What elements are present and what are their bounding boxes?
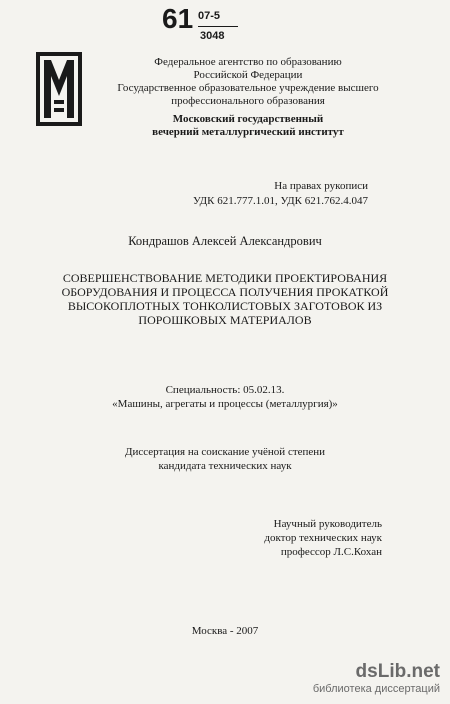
stamp-main-number: 61: [162, 3, 194, 34]
header-line: Государственное образовательное учреждение высшего: [117, 82, 379, 94]
call-number-stamp: [162, 4, 242, 46]
institute-line: Московский государственный: [172, 113, 324, 125]
manuscript-rights: На правах рукописи: [274, 180, 368, 192]
title-line: СОВЕРШЕНСТВОВАНИЕ МЕТОДИКИ ПРОЕКТИРОВАНИЯ: [62, 271, 388, 285]
thesis-title: [40, 271, 410, 327]
supervisor-line: Научный руководитель: [273, 518, 382, 530]
specialty-block: [40, 383, 410, 411]
institute-name: [96, 113, 400, 139]
title-line: ВЫСОКОПЛОТНЫХ ТОНКОЛИСТОВЫХ ЗАГОТОВОК ИЗ: [67, 299, 383, 313]
specialty-line: Специальность: 05.02.13.: [165, 384, 285, 396]
title-line: ОБОРУДОВАНИЯ И ПРОЦЕССА ПОЛУЧЕНИЯ ПРОКАТКОЙ: [61, 285, 389, 299]
header-line: Федеральное агентство по образованию: [154, 56, 342, 68]
degree-line: кандидата технических наук: [158, 460, 292, 472]
supervisor-line: профессор Л.С.Кохан: [280, 546, 382, 558]
supervisor-line: доктор технических наук: [264, 532, 382, 544]
site-watermark[interactable]: [313, 662, 440, 696]
stamp-bottom-number: 3048: [200, 30, 225, 42]
ministry-header: [96, 56, 400, 108]
degree-line: Диссертация на соискание учёной степени: [124, 446, 326, 458]
institute-line: вечерний металлургический институт: [152, 126, 344, 138]
stamp-divider: [198, 26, 238, 27]
watermark-tagline: библиотека диссертаций: [312, 683, 440, 695]
institute-emblem-icon: [36, 52, 82, 126]
author-name: Кондрашов Алексей Александрович: [128, 234, 322, 248]
udk-codes: УДК 621.777.1.01, УДК 621.762.4.047: [192, 195, 368, 207]
supervisor-block: [264, 517, 382, 559]
header-line: профессионального образования: [171, 95, 325, 107]
specialty-line: «Машины, агрегаты и процессы (металлургия)»: [112, 398, 338, 410]
watermark-logo-text[interactable]: dsLib.net: [355, 661, 440, 682]
degree-block: [40, 445, 410, 473]
title-line: ПОРОШКОВЫХ МАТЕРИАЛОВ: [138, 313, 312, 327]
header-line: Российской Федерации: [193, 69, 303, 81]
stamp-top-number: 07-5: [198, 10, 221, 22]
city-year: Москва - 2007: [191, 625, 259, 637]
